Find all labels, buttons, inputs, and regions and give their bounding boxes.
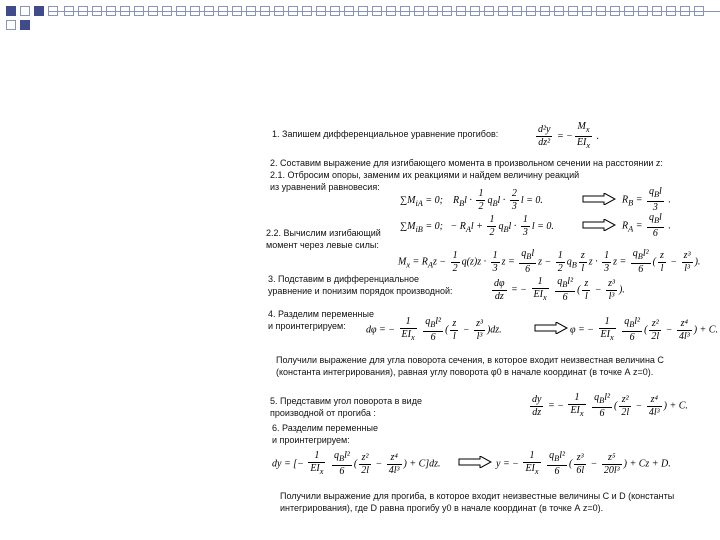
arrow-icon — [458, 456, 492, 468]
deco-square — [428, 6, 438, 16]
deco-square — [596, 6, 606, 16]
deco-square — [358, 6, 368, 16]
deco-square — [512, 6, 522, 16]
note-deflection: Получили выражение для прогиба, в которое входит неизвестные величины С и D (константы интегрирования), где D равна прогибу y0 в начале координат (в точке А z=0). — [280, 491, 675, 513]
deco-square — [162, 6, 172, 16]
deco-square — [694, 6, 704, 16]
deco-square — [6, 6, 16, 16]
deco-square — [610, 6, 620, 16]
deco-square — [148, 6, 158, 16]
deco-square — [302, 6, 312, 16]
deco-square — [106, 6, 116, 16]
equation-angle: φ = − $\frac{1}{EI_x}$ $\frac{q_Bl^2}{6}$ ( $\frac{\text{z²}}{2l}$ − $\frac{\text{z⁴}}{\text{4l³}}$ ) + C. — [570, 316, 718, 343]
deco-square — [638, 6, 648, 16]
step4-line2: и проинтегрируем: — [268, 321, 346, 331]
arrow-icon — [582, 193, 616, 205]
deco-square — [568, 6, 578, 16]
equation-moment: $M_x = R_Az$ − $\frac{1}{2}$ q(z)z · $\frac{1}{3}$ z = $\frac{q_Bl}{6}$ z − $\frac{1}{2}$ $q_B$ $\frac{z}{l}$ z · $\frac{1}{3}$ z = $\frac{q_Bl^2}{6}$ ( $\frac{z}{l}$ − $\frac{\text{z³}}{\text{l³}}$ ). — [398, 248, 701, 275]
step5-line2: производной от прогиба : — [270, 408, 376, 418]
deco-square — [246, 6, 256, 16]
equation-sum-mb: $\sum M_{iB} = 0$; − $R_Al$ + $\frac{1}{2}$ $q_Bl$ · $\frac{1}{3}$ l = 0. — [400, 214, 554, 238]
deco-square — [20, 20, 30, 30]
deco-square — [344, 6, 354, 16]
deco-square — [330, 6, 340, 16]
arrow-icon — [582, 219, 616, 231]
deco-square — [680, 6, 690, 16]
arrow-icon — [534, 322, 568, 334]
deco-square — [526, 6, 536, 16]
deco-square — [372, 6, 382, 16]
deco-square — [666, 6, 676, 16]
deco-square — [484, 6, 494, 16]
deco-square — [260, 6, 270, 16]
deco-square — [554, 6, 564, 16]
note-angle: Получили выражение для угла поворота сечения, в которое входит неизвестная величина С (константа интегрирования), равная углу поворота φ0 в начале координат (в точке А z=0). — [276, 355, 664, 377]
step22-line2: момент через левые силы: — [266, 240, 379, 250]
deco-square — [456, 6, 466, 16]
deco-square — [470, 6, 480, 16]
step3-line2: уравнение и понизим порядок производной: — [268, 286, 453, 296]
deco-square — [64, 6, 74, 16]
deco-square — [78, 6, 88, 16]
deco-square — [204, 6, 214, 16]
deco-square — [442, 6, 452, 16]
deco-square — [92, 6, 102, 16]
header-decoration — [0, 0, 720, 40]
step5-line1: 5. Представим угол поворота в виде — [270, 396, 422, 406]
deco-square — [400, 6, 410, 16]
deco-square — [176, 6, 186, 16]
equation-sum-ma: $\sum M_{iA} = 0$; $R_Bl$ · $\frac{1}{2}$ $q_Bl$ · $\frac{2}{3}$ l = 0. — [400, 188, 543, 212]
deco-square — [190, 6, 200, 16]
step2-line2: 2.1. Отбросим опоры, заменим их реакциями и найдем величину реакций — [270, 170, 580, 180]
deco-square — [218, 6, 228, 16]
deco-square — [34, 6, 44, 16]
deco-square — [316, 6, 326, 16]
deco-square — [134, 6, 144, 16]
step4-line1: 4. Разделим переменные — [268, 309, 374, 319]
equation-derivative: $\frac{d\varphi}{dz}$ = − $\frac{1}{EI_x}$ $\frac{q_Bl^2}{6}$ ( $\frac{z}{l}$ − $\frac{\text{z³}}{\text{l³}}$ ). — [494, 276, 625, 303]
deco-square — [274, 6, 284, 16]
deco-square — [582, 6, 592, 16]
step6-line1: 6. Разделим переменные — [272, 423, 378, 433]
step2-line1: 2. Составим выражение для изгибающего момента в произвольном сечении на расстоянии z: — [270, 158, 663, 168]
deco-square — [386, 6, 396, 16]
deco-square — [498, 6, 508, 16]
equation-integration-angle: dφ = − $\frac{1}{EI_x}$ $\frac{q_Bl^2}{6}$ ( $\frac{z}{l}$ − $\frac{\text{z³}}{\text{l³}}$ )dz. — [366, 316, 502, 343]
equation-rb: $R_B$ = $\frac{q_Bl}{3}$ . — [622, 186, 671, 213]
equation-deflection: $\frac{\text{d²y}}{\text{dz²}}$ = − $\frac{M_x}{EI_x}$ . — [538, 121, 600, 150]
equation-integration-deflection: dy = [− $\frac{1}{EI_x}$ $\frac{q_Bl^2}{6}$ ( $\frac{\text{z²}}{2l}$ − $\frac{\text{z⁴}}{\text{4l³}}$ ) + C]dz. — [272, 450, 441, 477]
deco-square — [540, 6, 550, 16]
deco-square — [624, 6, 634, 16]
deco-square — [232, 6, 242, 16]
deco-square — [6, 20, 16, 30]
deco-square — [414, 6, 424, 16]
equation-ra: $R_A$ = $\frac{q_Bl}{6}$ . — [622, 212, 671, 239]
deco-square — [652, 6, 662, 16]
deco-square — [288, 6, 298, 16]
step1-text: 1. Запишем дифференциальное уравнение прогибов: — [272, 129, 499, 139]
deco-square — [120, 6, 130, 16]
step2-line3: из уравнений равновесия: — [270, 182, 380, 192]
step3-line1: 3. Подставим в дифференциальное — [268, 274, 420, 284]
equation-dy-dz: $\frac{dy}{dz}$ = − $\frac{1}{EI_x}$ $\frac{q_Bl^2}{6}$ ( $\frac{\text{z²}}{2l}$ − $\frac{\text{z⁴}}{\text{4l³}}$ ) + C. — [532, 392, 688, 419]
deco-square — [20, 6, 30, 16]
equation-deflection-final: y = − $\frac{1}{EI_x}$ $\frac{q_Bl^2}{6}$ ( $\frac{\text{z³}}{6l}$ − $\frac{\text{z⁵}}{\text{20l³}}$ ) + Cz + D. — [496, 450, 671, 477]
step6-line2: и проинтегрируем: — [272, 435, 350, 445]
step22-line1: 2.2. Вычислим изгибающий — [266, 228, 381, 238]
